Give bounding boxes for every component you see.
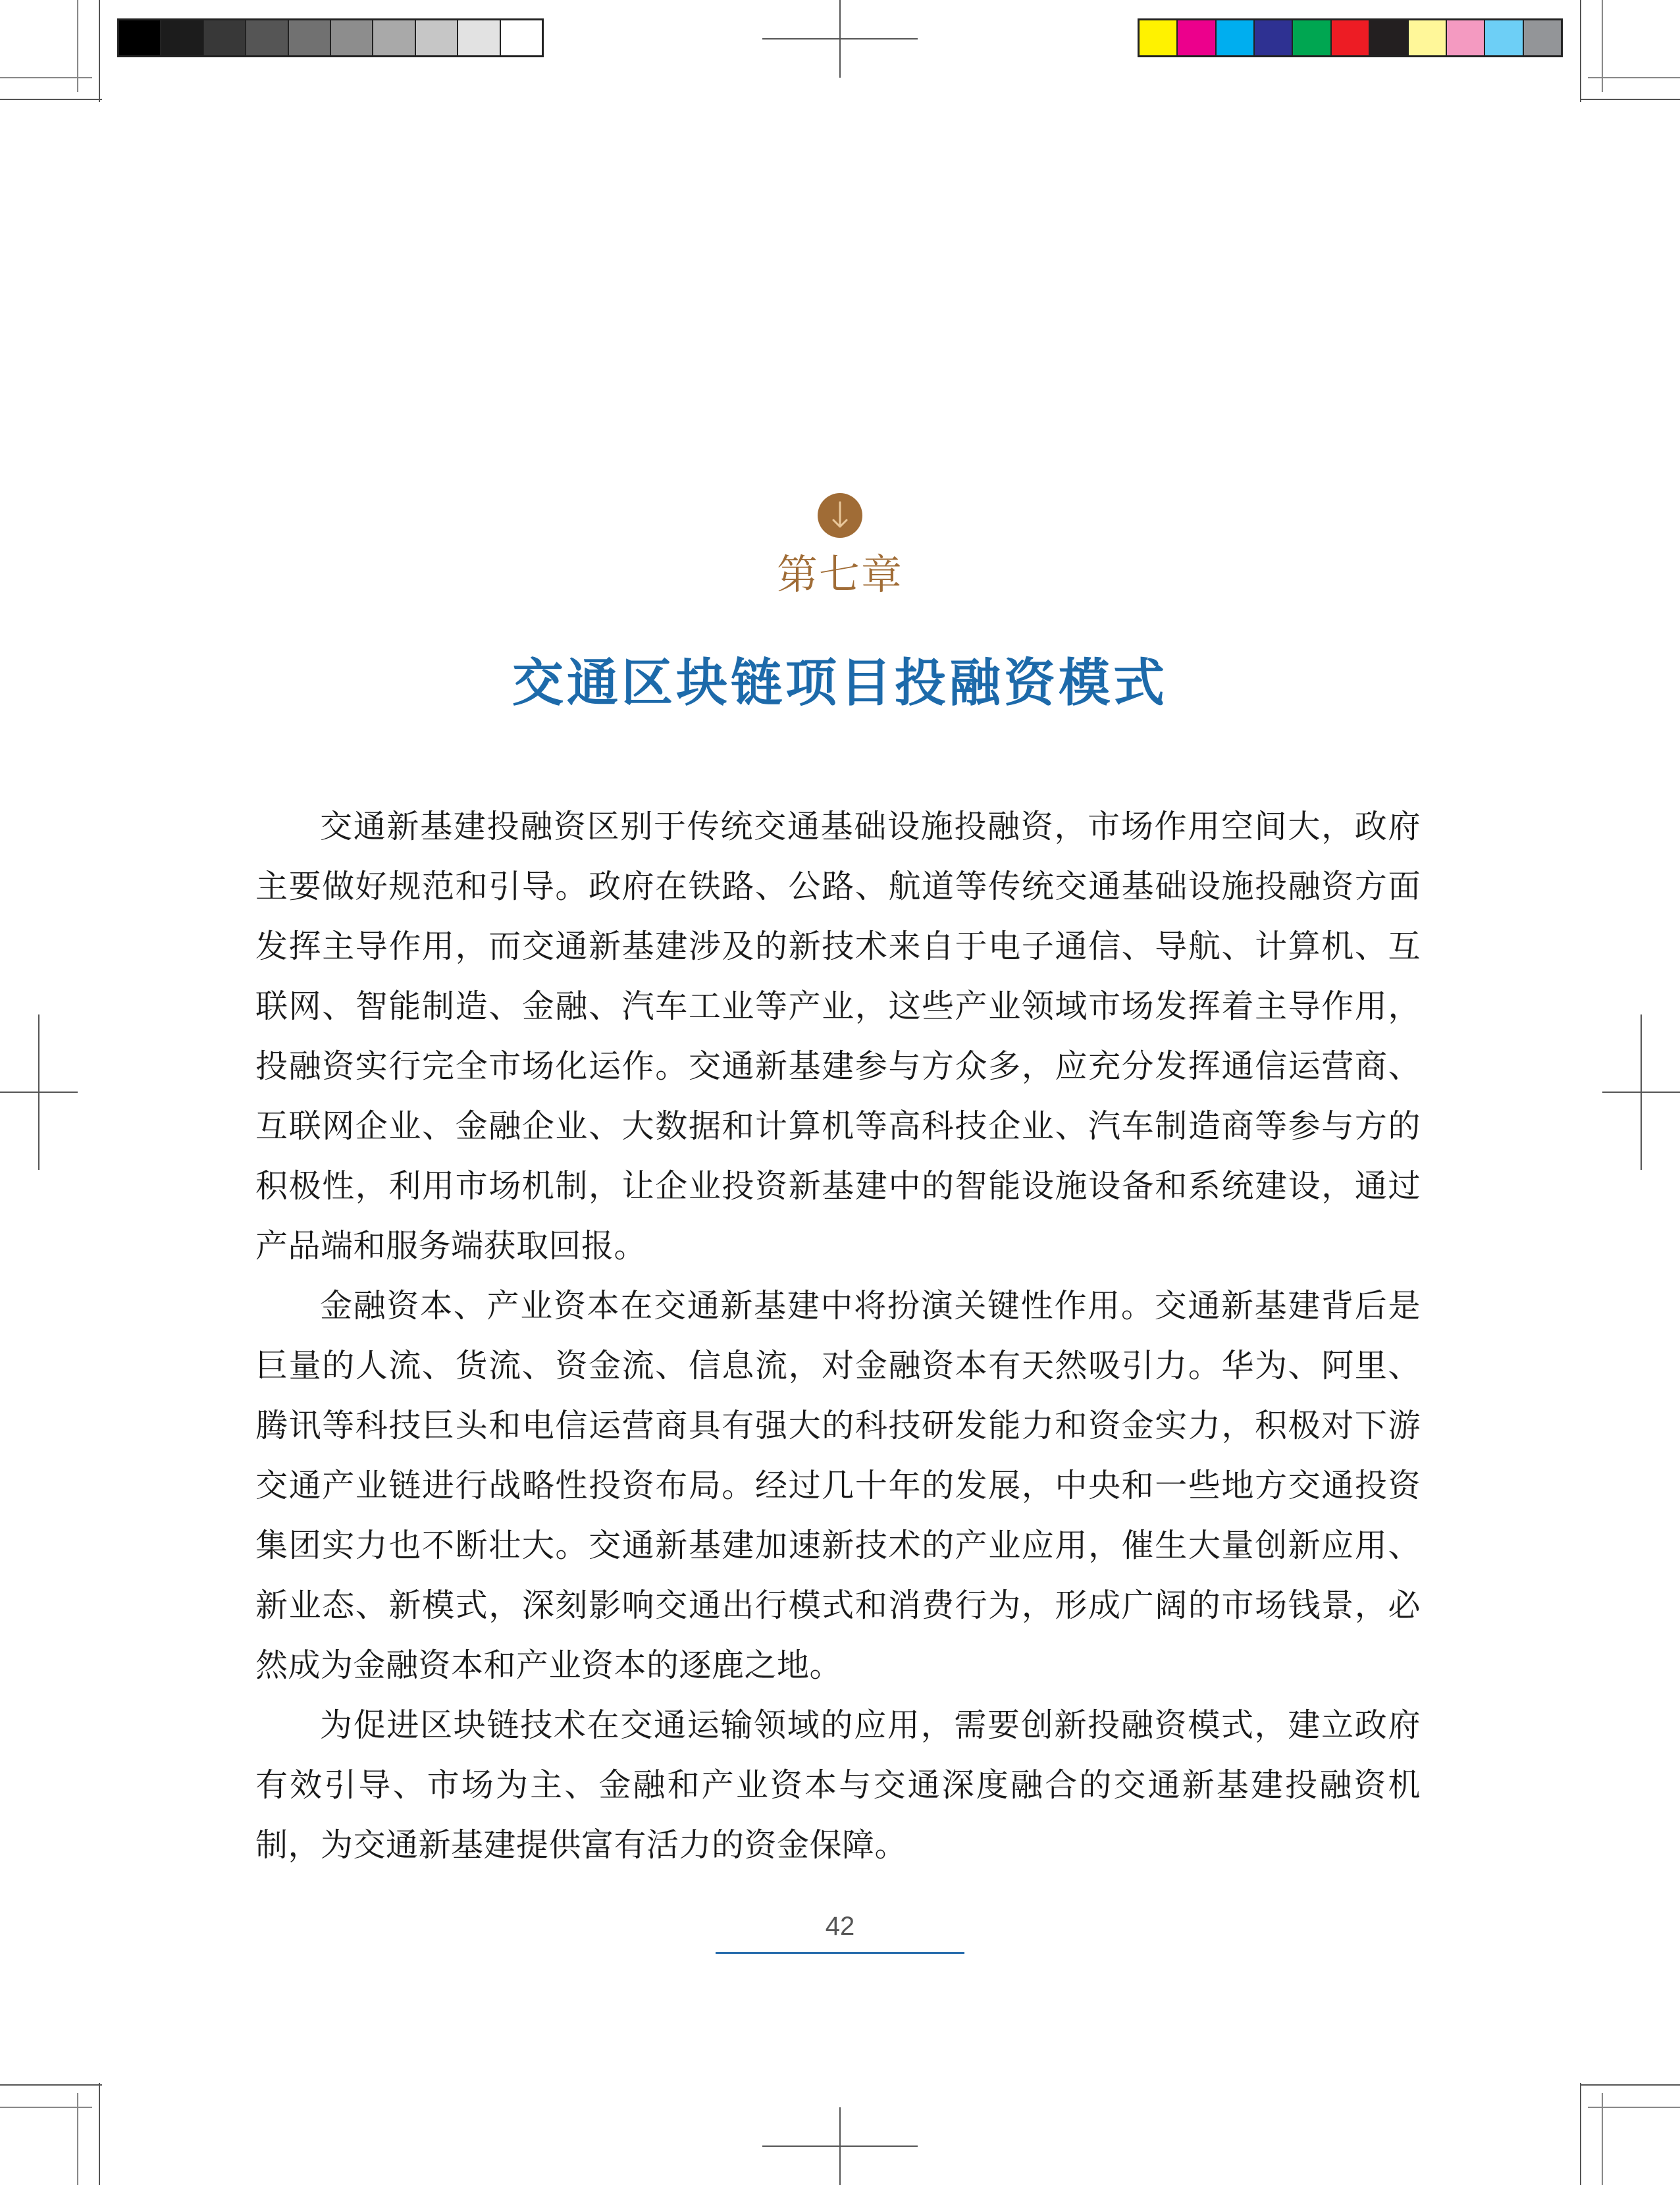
crop-mark xyxy=(1580,2083,1581,2185)
color-swatch xyxy=(1140,20,1178,55)
color-swatch xyxy=(1447,20,1485,55)
color-swatch xyxy=(416,20,458,55)
color-swatch xyxy=(1332,20,1370,55)
color-swatch xyxy=(1485,20,1523,55)
color-swatch xyxy=(246,20,288,55)
crop-mark xyxy=(1588,2107,1680,2108)
registration-mark xyxy=(762,38,918,39)
crop-mark xyxy=(0,2084,102,2086)
color-swatch-bar xyxy=(1138,18,1563,57)
paragraph: 金融资本、产业资本在交通新基建中将扮演关键性作用。交通新基建背后是巨量的人流、货流、资金流、信息流，对金融资本有天然吸引力。华为、阿里、腾讯等科技巨头和电信运营商具有强大的科技研发能力和资金实力，积极对下游交通产业链进行战略性投资布局。经过几十年的发展，中央和一些地方交通投资集团实力也不断壮大。交通新基建加速新技术的产业应用，催生大量创新应用、新业态、新模式，深刻影响交通出行模式和消费行为，形成广阔的市场钱景，必然成为金融资本和产业资本的逐鹿之地。 xyxy=(255,1287,1421,1684)
paragraph: 交通新基建投融资区别于传统交通基础设施投融资，市场作用空间大，政府主要做好规范和引导。政府在铁路、公路、航道等传统交通基础设施投融资方面发挥主导作用，而交通新基建涉及的新技术来自于电子通信、导航、计算机、互联网、智能制造、金融、汽车工业等产业，这些产业领域市场发挥着主导作用，投融资实行完全市场化运作。交通新基建参与方众多，应充分发挥通信运营商、互联网企业、金融企业、大数据和计算机等高科技企业、汽车制造商等参与方的积极性，利用市场机制，让企业投资新基建中的智能设施设备和系统建设，通过产品端和服务端获取回报。 xyxy=(255,808,1421,1265)
crop-mark xyxy=(0,77,92,78)
registration-mark xyxy=(1641,1014,1642,1170)
crop-mark xyxy=(1580,2084,1680,2086)
color-swatch xyxy=(119,20,161,55)
chapter-title: 交通区块链项目投融资模式 xyxy=(512,654,1168,713)
color-swatch xyxy=(1255,20,1293,55)
crop-mark xyxy=(1580,0,1581,102)
page-number: 42 xyxy=(825,1912,855,1941)
color-swatch xyxy=(1370,20,1408,55)
color-swatch xyxy=(458,20,500,55)
page-number-rule xyxy=(716,1952,964,1954)
color-swatch xyxy=(1178,20,1216,55)
color-swatch xyxy=(1409,20,1447,55)
color-swatch xyxy=(331,20,373,55)
color-swatch xyxy=(373,20,415,55)
registration-mark xyxy=(38,1014,39,1170)
color-swatch xyxy=(1217,20,1255,55)
color-swatch xyxy=(1524,20,1561,55)
crop-mark xyxy=(99,0,100,102)
chapter-label: 第七章 xyxy=(776,550,903,598)
down-arrow-circle-icon xyxy=(817,492,863,539)
grayscale-bar xyxy=(117,18,544,57)
registration-mark xyxy=(762,2146,918,2147)
crop-mark xyxy=(1602,0,1603,92)
crop-mark xyxy=(0,99,102,100)
crop-mark xyxy=(1580,99,1680,100)
color-swatch xyxy=(289,20,331,55)
color-swatch xyxy=(1293,20,1331,55)
crop-mark xyxy=(1588,77,1680,78)
color-swatch xyxy=(501,20,542,55)
crop-mark xyxy=(0,2107,92,2108)
paragraph: 为促进区块链技术在交通运输领域的应用，需要创新投融资模式，建立政府有效引导、市场为主、金融和产业资本与交通深度融合的交通新基建投融资机制，为交通新基建提供富有活力的资金保障。 xyxy=(255,1706,1421,1864)
crop-mark xyxy=(99,2083,100,2185)
color-swatch xyxy=(161,20,203,55)
color-swatch xyxy=(204,20,246,55)
body-text xyxy=(255,797,1421,1875)
crop-mark xyxy=(77,0,78,92)
